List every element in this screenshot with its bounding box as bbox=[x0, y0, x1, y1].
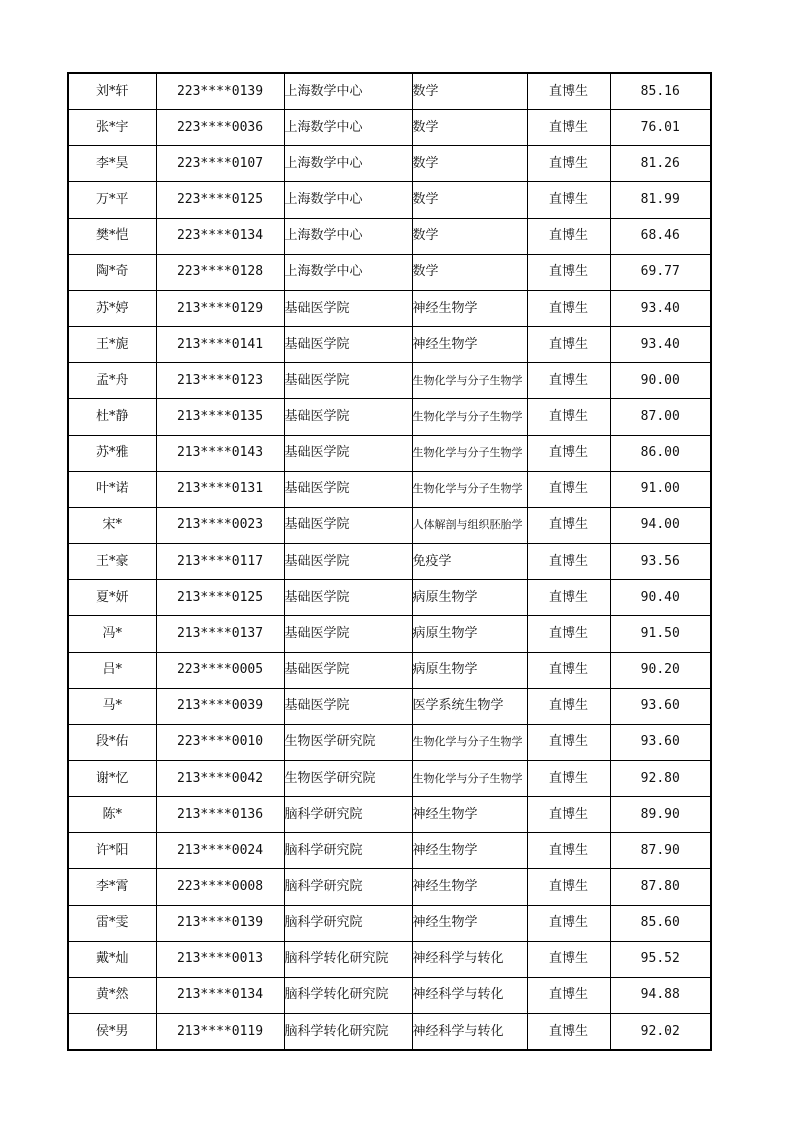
institute-cell: 基础医学院 bbox=[284, 580, 412, 616]
student-type-cell: 直博生 bbox=[527, 73, 610, 110]
institute-cell: 上海数学中心 bbox=[284, 254, 412, 290]
score-cell: 91.00 bbox=[610, 471, 711, 507]
table-row bbox=[68, 797, 711, 833]
institute-cell: 基础医学院 bbox=[284, 507, 412, 543]
score-cell: 87.80 bbox=[610, 869, 711, 905]
student-id-cell: 223****0134 bbox=[156, 218, 284, 254]
table-row bbox=[68, 507, 711, 543]
score-cell: 86.00 bbox=[610, 435, 711, 471]
student-name-cell: 樊*恺 bbox=[68, 218, 156, 254]
student-type-cell: 直博生 bbox=[527, 941, 610, 977]
institute-cell: 脑科学研究院 bbox=[284, 833, 412, 869]
table-row bbox=[68, 254, 711, 290]
institute-cell: 上海数学中心 bbox=[284, 146, 412, 182]
student-name-cell: 吕* bbox=[68, 652, 156, 688]
student-id-cell: 213****0137 bbox=[156, 616, 284, 652]
table-row bbox=[68, 471, 711, 507]
major-cell: 数学 bbox=[412, 146, 527, 182]
table-row bbox=[68, 869, 711, 905]
score-cell: 87.90 bbox=[610, 833, 711, 869]
score-cell: 90.00 bbox=[610, 363, 711, 399]
student-id-cell: 213****0013 bbox=[156, 941, 284, 977]
score-cell: 87.00 bbox=[610, 399, 711, 435]
major-cell: 病原生物学 bbox=[412, 652, 527, 688]
student-name-cell: 雷*雯 bbox=[68, 905, 156, 941]
table-row bbox=[68, 110, 711, 146]
major-cell: 人体解剖与组织胚胎学 bbox=[412, 507, 527, 543]
major-cell: 数学 bbox=[412, 218, 527, 254]
score-cell: 94.00 bbox=[610, 507, 711, 543]
student-type-cell: 直博生 bbox=[527, 688, 610, 724]
student-type-cell: 直博生 bbox=[527, 544, 610, 580]
major-cell: 生物化学与分子生物学 bbox=[412, 760, 527, 796]
table-row bbox=[68, 688, 711, 724]
score-cell: 90.20 bbox=[610, 652, 711, 688]
score-cell: 90.40 bbox=[610, 580, 711, 616]
major-cell: 数学 bbox=[412, 110, 527, 146]
score-cell: 94.88 bbox=[610, 977, 711, 1013]
student-type-cell: 直博生 bbox=[527, 580, 610, 616]
table-row bbox=[68, 905, 711, 941]
score-cell: 93.60 bbox=[610, 724, 711, 760]
student-id-cell: 223****0125 bbox=[156, 182, 284, 218]
student-type-cell: 直博生 bbox=[527, 724, 610, 760]
institute-cell: 基础医学院 bbox=[284, 290, 412, 326]
score-cell: 85.16 bbox=[610, 73, 711, 110]
student-type-cell: 直博生 bbox=[527, 905, 610, 941]
institute-cell: 基础医学院 bbox=[284, 363, 412, 399]
admission-roster-table bbox=[67, 72, 712, 1051]
student-id-cell: 223****0128 bbox=[156, 254, 284, 290]
student-type-cell: 直博生 bbox=[527, 652, 610, 688]
student-id-cell: 213****0042 bbox=[156, 760, 284, 796]
table-row bbox=[68, 977, 711, 1013]
score-cell: 76.01 bbox=[610, 110, 711, 146]
table-row bbox=[68, 73, 711, 110]
score-cell: 69.77 bbox=[610, 254, 711, 290]
student-type-cell: 直博生 bbox=[527, 146, 610, 182]
table-row bbox=[68, 724, 711, 760]
score-cell: 89.90 bbox=[610, 797, 711, 833]
roster-body bbox=[68, 73, 711, 1050]
student-name-cell: 宋* bbox=[68, 507, 156, 543]
student-name-cell: 刘*轩 bbox=[68, 73, 156, 110]
student-name-cell: 王*旎 bbox=[68, 327, 156, 363]
student-id-cell: 223****0008 bbox=[156, 869, 284, 905]
institute-cell: 生物医学研究院 bbox=[284, 760, 412, 796]
student-id-cell: 213****0139 bbox=[156, 905, 284, 941]
student-name-cell: 夏*妍 bbox=[68, 580, 156, 616]
student-name-cell: 李*昊 bbox=[68, 146, 156, 182]
institute-cell: 脑科学转化研究院 bbox=[284, 977, 412, 1013]
score-cell: 93.60 bbox=[610, 688, 711, 724]
student-id-cell: 213****0134 bbox=[156, 977, 284, 1013]
student-id-cell: 213****0023 bbox=[156, 507, 284, 543]
table-row bbox=[68, 327, 711, 363]
major-cell: 生物化学与分子生物学 bbox=[412, 399, 527, 435]
student-id-cell: 223****0010 bbox=[156, 724, 284, 760]
major-cell: 数学 bbox=[412, 182, 527, 218]
student-id-cell: 213****0117 bbox=[156, 544, 284, 580]
major-cell: 神经生物学 bbox=[412, 905, 527, 941]
major-cell: 免疫学 bbox=[412, 544, 527, 580]
student-name-cell: 万*平 bbox=[68, 182, 156, 218]
institute-cell: 生物医学研究院 bbox=[284, 724, 412, 760]
student-name-cell: 王*豪 bbox=[68, 544, 156, 580]
institute-cell: 基础医学院 bbox=[284, 435, 412, 471]
student-type-cell: 直博生 bbox=[527, 797, 610, 833]
score-cell: 93.56 bbox=[610, 544, 711, 580]
score-cell: 68.46 bbox=[610, 218, 711, 254]
score-cell: 93.40 bbox=[610, 327, 711, 363]
student-id-cell: 213****0039 bbox=[156, 688, 284, 724]
major-cell: 神经生物学 bbox=[412, 797, 527, 833]
institute-cell: 上海数学中心 bbox=[284, 218, 412, 254]
student-name-cell: 陶*奇 bbox=[68, 254, 156, 290]
institute-cell: 基础医学院 bbox=[284, 652, 412, 688]
student-id-cell: 213****0141 bbox=[156, 327, 284, 363]
institute-cell: 脑科学转化研究院 bbox=[284, 1014, 412, 1051]
score-cell: 92.80 bbox=[610, 760, 711, 796]
score-cell: 93.40 bbox=[610, 290, 711, 326]
student-type-cell: 直博生 bbox=[527, 869, 610, 905]
table-row bbox=[68, 399, 711, 435]
table-row bbox=[68, 435, 711, 471]
student-name-cell: 苏*雅 bbox=[68, 435, 156, 471]
student-name-cell: 许*阳 bbox=[68, 833, 156, 869]
table-row bbox=[68, 1014, 711, 1051]
institute-cell: 脑科学转化研究院 bbox=[284, 941, 412, 977]
major-cell: 神经生物学 bbox=[412, 290, 527, 326]
major-cell: 神经科学与转化 bbox=[412, 977, 527, 1013]
student-type-cell: 直博生 bbox=[527, 616, 610, 652]
table-row bbox=[68, 290, 711, 326]
student-type-cell: 直博生 bbox=[527, 435, 610, 471]
institute-cell: 上海数学中心 bbox=[284, 182, 412, 218]
student-name-cell: 冯* bbox=[68, 616, 156, 652]
table-row bbox=[68, 544, 711, 580]
student-id-cell: 213****0143 bbox=[156, 435, 284, 471]
score-cell: 85.60 bbox=[610, 905, 711, 941]
student-name-cell: 杜*静 bbox=[68, 399, 156, 435]
student-name-cell: 陈* bbox=[68, 797, 156, 833]
student-name-cell: 马* bbox=[68, 688, 156, 724]
student-id-cell: 223****0036 bbox=[156, 110, 284, 146]
institute-cell: 基础医学院 bbox=[284, 544, 412, 580]
student-type-cell: 直博生 bbox=[527, 507, 610, 543]
table-row bbox=[68, 218, 711, 254]
student-type-cell: 直博生 bbox=[527, 254, 610, 290]
student-id-cell: 213****0024 bbox=[156, 833, 284, 869]
major-cell: 数学 bbox=[412, 73, 527, 110]
institute-cell: 基础医学院 bbox=[284, 471, 412, 507]
student-name-cell: 苏*婷 bbox=[68, 290, 156, 326]
student-id-cell: 223****0107 bbox=[156, 146, 284, 182]
score-cell: 95.52 bbox=[610, 941, 711, 977]
student-type-cell: 直博生 bbox=[527, 290, 610, 326]
major-cell: 生物化学与分子生物学 bbox=[412, 471, 527, 507]
student-type-cell: 直博生 bbox=[527, 471, 610, 507]
score-cell: 81.99 bbox=[610, 182, 711, 218]
student-id-cell: 223****0139 bbox=[156, 73, 284, 110]
institute-cell: 脑科学研究院 bbox=[284, 905, 412, 941]
student-name-cell: 叶*诺 bbox=[68, 471, 156, 507]
table-row bbox=[68, 616, 711, 652]
student-name-cell: 孟*舟 bbox=[68, 363, 156, 399]
student-type-cell: 直博生 bbox=[527, 363, 610, 399]
student-type-cell: 直博生 bbox=[527, 1014, 610, 1051]
student-type-cell: 直博生 bbox=[527, 399, 610, 435]
institute-cell: 上海数学中心 bbox=[284, 73, 412, 110]
score-cell: 81.26 bbox=[610, 146, 711, 182]
table-row bbox=[68, 760, 711, 796]
student-id-cell: 213****0131 bbox=[156, 471, 284, 507]
student-type-cell: 直博生 bbox=[527, 110, 610, 146]
student-type-cell: 直博生 bbox=[527, 760, 610, 796]
major-cell: 病原生物学 bbox=[412, 580, 527, 616]
institute-cell: 基础医学院 bbox=[284, 616, 412, 652]
student-id-cell: 213****0135 bbox=[156, 399, 284, 435]
student-id-cell: 213****0129 bbox=[156, 290, 284, 326]
student-name-cell: 张*宇 bbox=[68, 110, 156, 146]
table-row bbox=[68, 182, 711, 218]
student-name-cell: 黄*然 bbox=[68, 977, 156, 1013]
major-cell: 神经生物学 bbox=[412, 869, 527, 905]
student-type-cell: 直博生 bbox=[527, 218, 610, 254]
major-cell: 神经生物学 bbox=[412, 833, 527, 869]
student-name-cell: 谢*忆 bbox=[68, 760, 156, 796]
table-row bbox=[68, 580, 711, 616]
student-name-cell: 戴*灿 bbox=[68, 941, 156, 977]
student-id-cell: 213****0136 bbox=[156, 797, 284, 833]
student-type-cell: 直博生 bbox=[527, 182, 610, 218]
table-row bbox=[68, 833, 711, 869]
student-type-cell: 直博生 bbox=[527, 977, 610, 1013]
institute-cell: 基础医学院 bbox=[284, 399, 412, 435]
institute-cell: 脑科学研究院 bbox=[284, 869, 412, 905]
major-cell: 病原生物学 bbox=[412, 616, 527, 652]
major-cell: 生物化学与分子生物学 bbox=[412, 363, 527, 399]
table-row bbox=[68, 941, 711, 977]
table-row bbox=[68, 363, 711, 399]
major-cell: 生物化学与分子生物学 bbox=[412, 724, 527, 760]
student-type-cell: 直博生 bbox=[527, 833, 610, 869]
institute-cell: 基础医学院 bbox=[284, 688, 412, 724]
student-type-cell: 直博生 bbox=[527, 327, 610, 363]
institute-cell: 基础医学院 bbox=[284, 327, 412, 363]
major-cell: 生物化学与分子生物学 bbox=[412, 435, 527, 471]
major-cell: 神经科学与转化 bbox=[412, 1014, 527, 1051]
table-row bbox=[68, 652, 711, 688]
table-row bbox=[68, 146, 711, 182]
major-cell: 神经生物学 bbox=[412, 327, 527, 363]
student-id-cell: 213****0119 bbox=[156, 1014, 284, 1051]
score-cell: 92.02 bbox=[610, 1014, 711, 1051]
major-cell: 数学 bbox=[412, 254, 527, 290]
student-name-cell: 侯*男 bbox=[68, 1014, 156, 1051]
student-id-cell: 223****0005 bbox=[156, 652, 284, 688]
score-cell: 91.50 bbox=[610, 616, 711, 652]
major-cell: 神经科学与转化 bbox=[412, 941, 527, 977]
student-id-cell: 213****0123 bbox=[156, 363, 284, 399]
student-id-cell: 213****0125 bbox=[156, 580, 284, 616]
student-name-cell: 李*霄 bbox=[68, 869, 156, 905]
student-name-cell: 段*佑 bbox=[68, 724, 156, 760]
institute-cell: 脑科学研究院 bbox=[284, 797, 412, 833]
institute-cell: 上海数学中心 bbox=[284, 110, 412, 146]
major-cell: 医学系统生物学 bbox=[412, 688, 527, 724]
